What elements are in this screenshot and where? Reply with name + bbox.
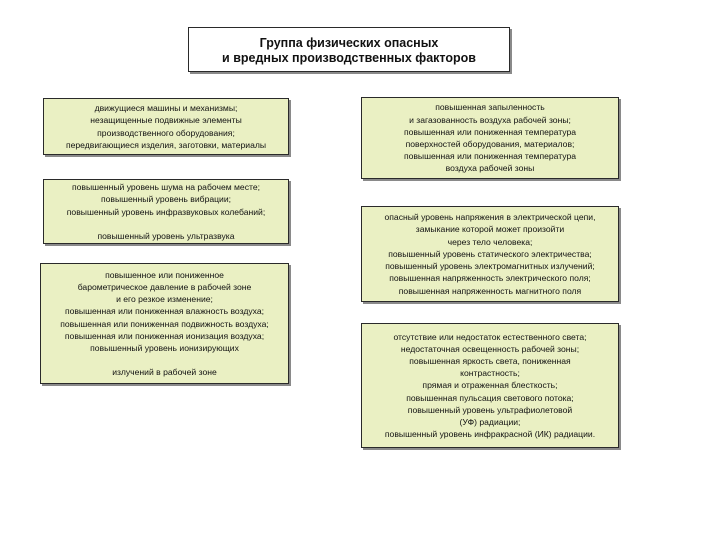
box-line: повышенный уровень ультрафиолетовой — [407, 404, 573, 415]
box-line: барометрическое давление в рабочей зоне — [77, 281, 252, 292]
box-line: повышенная или пониженная ионизация воздуха; — [64, 330, 265, 341]
box-line: повышенная или пониженная температура — [403, 151, 577, 162]
box-line: повышенная или пониженная влажность воздуха; — [64, 306, 265, 317]
factor-box-dust-temperature — [361, 97, 619, 179]
box-line: повышенная напряженность электрического поля; — [389, 273, 591, 284]
box-line: передвигающиеся изделия, заготовки, материалы — [65, 139, 267, 150]
box-line: повышенная или пониженная подвижность воздуха; — [60, 318, 269, 329]
box-line: повышенная или пониженная температура — [403, 126, 577, 137]
box-line: повышенное или пониженное — [105, 269, 224, 280]
box-line: повышенный уровень шума на рабочем месте; — [71, 182, 261, 193]
factor-box-moving-machinery — [43, 98, 289, 155]
box-line: контрастность; — [460, 368, 520, 379]
title-line-2: и вредных производственных факторов — [222, 51, 476, 65]
factor-box-electrical — [361, 206, 619, 302]
factor-box-air-pressure-humidity — [40, 263, 289, 384]
factor-box-noise-vibration — [43, 179, 289, 244]
box-line: повышенная пульсация светового потока; — [406, 392, 574, 403]
box-line: повышенная запыленность — [435, 102, 545, 113]
box-line: повышенный уровень инфразвуковых колебаний; — [66, 206, 266, 217]
box-line: через тело человека; — [447, 236, 533, 247]
box-line-extra: повышенный уровень ультразвука — [97, 230, 235, 241]
box-line: повышенный уровень электромагнитных излучений; — [385, 261, 595, 272]
box-line: опасный уровень напряжения в электрической цепи, — [384, 212, 596, 223]
title-line-1: Группа физических опасных — [259, 36, 439, 50]
box-line: повышенный уровень статического электричества; — [388, 248, 592, 259]
box-line: повышенный уровень инфракрасной (ИК) радиации. — [384, 429, 596, 440]
diagram-title — [188, 27, 510, 72]
factor-box-lighting-radiation — [361, 323, 619, 448]
box-line-extra: излучений в рабочей зоне — [112, 367, 217, 378]
box-line: движущиеся машины и механизмы; — [94, 103, 238, 114]
box-line: повышенная напряженность магнитного поля — [398, 285, 582, 296]
box-line: и его резкое изменение; — [116, 294, 213, 305]
box-line: недостаточная освещенность рабочей зоны; — [400, 343, 580, 354]
box-line: отсутствие или недостаток естественного света; — [393, 331, 587, 342]
box-line: воздуха рабочей зоны — [445, 163, 535, 174]
box-line: повышенная яркость света, пониженная — [409, 355, 571, 366]
box-line: замыкание которой может произойти — [415, 224, 565, 235]
box-line: повышенный уровень ионизирующих — [90, 342, 239, 353]
box-line: и загазованность воздуха рабочей зоны; — [409, 114, 571, 125]
box-line: производственного оборудования; — [97, 127, 235, 138]
box-line: незащищенные подвижные элементы — [90, 115, 242, 126]
box-line: поверхностей оборудования, материалов; — [405, 139, 575, 149]
box-line: повышенный уровень вибрации; — [100, 194, 232, 205]
box-line: (УФ) радиации; — [459, 417, 521, 427]
box-line: прямая и отраженная блесткость; — [422, 380, 558, 391]
